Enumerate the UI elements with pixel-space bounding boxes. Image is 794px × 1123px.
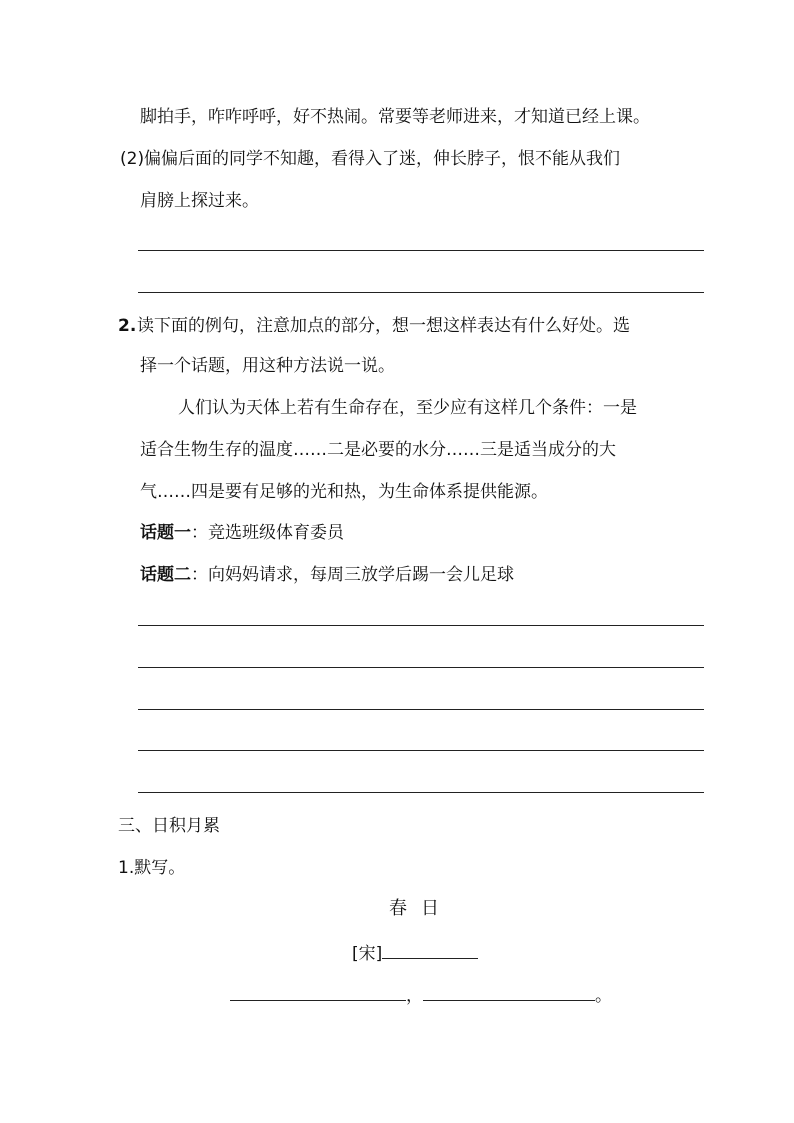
question-2-line-1: 读下面的例句，注意加点的部分，想一想这样表达有什么好处。选 — [137, 316, 630, 336]
answer-line[interactable] — [138, 667, 704, 668]
verse-blank-2[interactable] — [423, 982, 595, 1001]
answer-line[interactable] — [138, 250, 704, 251]
q1-continued-line: 脚拍手，咋咋呼呼，好不热闹。常要等老师进来，才知道已经上课。 — [140, 107, 650, 127]
poem-author-line — [352, 940, 478, 965]
topic-2-text: ：向妈妈请求，每周三放学后踢一会儿足球 — [191, 565, 514, 585]
answer-line[interactable] — [138, 709, 704, 710]
question-1-label: 1.默写。 — [118, 858, 186, 878]
answer-line[interactable] — [138, 750, 704, 751]
topic-1-label: 话题一 — [140, 523, 191, 543]
example-line-3: 气……四是要有足够的光和热，为生命体系提供能源。 — [140, 482, 548, 502]
topic-1-text: ：竞选班级体育委员 — [191, 523, 344, 543]
poem-line-1 — [230, 982, 612, 1007]
topic-1 — [140, 522, 344, 544]
section-3-heading: 三、日积月累 — [118, 816, 220, 836]
question-2-number: 2. — [118, 316, 137, 336]
poem-title: 春日 — [389, 898, 453, 919]
item-2-number: (2) — [120, 149, 145, 169]
poem-comma: ， — [406, 986, 423, 1006]
poem-dynasty: [宋] — [352, 944, 383, 964]
item-2-line-1: 偏偏后面的同学不知趣，看得入了迷，伸长脖子，恨不能从我们 — [144, 149, 620, 169]
topic-2-label: 话题二 — [140, 565, 191, 585]
answer-line[interactable] — [138, 625, 704, 626]
example-line-1: 人们认为天体上若有生命存在，至少应有这样几个条件：一是 — [178, 398, 637, 418]
answer-line[interactable] — [138, 292, 704, 293]
author-blank[interactable] — [382, 940, 478, 959]
answer-line[interactable] — [138, 792, 704, 793]
topic-2 — [140, 564, 514, 586]
verse-blank-1[interactable] — [230, 982, 406, 1001]
item-2-line-2: 肩膀上探过来。 — [140, 191, 259, 211]
example-line-2: 适合生物生存的温度……二是必要的水分……三是适当成分的大 — [140, 440, 616, 460]
question-2-line-2: 择一个话题，用这种方法说一说。 — [140, 356, 395, 376]
poem-period: 。 — [595, 986, 612, 1006]
